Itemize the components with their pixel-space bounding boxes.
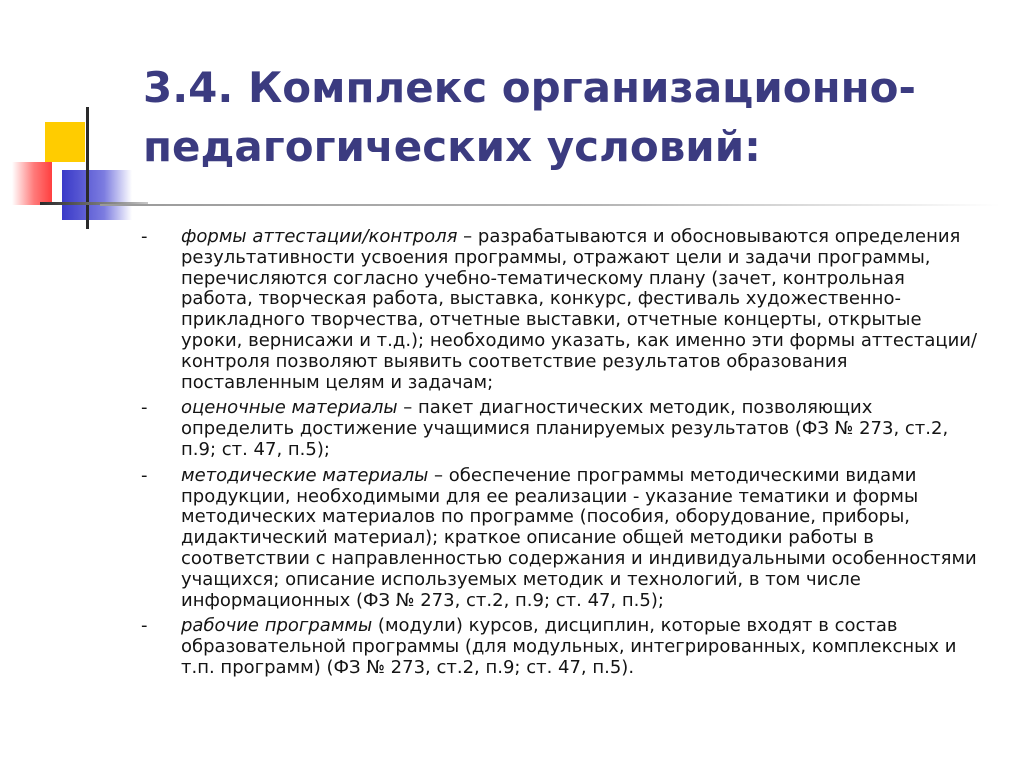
item-term: методические материалы [181,464,429,486]
list-dash: - [141,464,148,486]
item-text: – разрабатываются и обосновываются определения результативности усвоения программы, отражают цели и задачи программы, перечисляются согласно учебно-тематическому плану (зачет, контрольная работа, творческая работа, выставка, конкурс, фестиваль художественно-прикладного творчества, отчетные выставки, отчетные концерты, открытые уроки, вернисажи и т.д.); необходимо указать, как именно эти формы аттестации/контроля позволяют выявить соответствие результатов образования поставленным целям и задачам; [181,226,978,393]
title-underline [100,204,1000,206]
list-dash: - [141,397,148,419]
item-term: оценочные материалы [181,397,398,419]
item-term: рабочие программы [181,615,373,637]
blue-square [62,170,132,220]
item-term: формы аттестации/контроля [181,226,458,247]
item-text: – обеспечение программы методическими видами продукции, необходимыми для ее реализации - указание тематики и формы методических материалов по программе (пособия, оборудование, приборы, дидактический материал); краткое описание общей методики работы в соответствии с направленностью содержания и индивидуальными особенностями учащихся; описание используемых методик и технологий, в том числе информационных (ФЗ № 273, ст.2, п.9; ст. 47, п.5); [181,464,977,611]
yellow-square [45,122,85,162]
list-dash: - [141,226,148,247]
list-item-work-programs [141,616,979,678]
item-text: (модули) курсов, дисциплин, которые входят в состав образовательной программы (для модульных, интегрированных, комплексных и т.п. программ) (ФЗ № 273, ст.2, п.9; ст. 47, п.5). [181,615,957,678]
list-item-assessment-materials [141,398,979,460]
vertical-line [86,107,89,229]
item-text: – пакет диагностических методик, позволяющих определить достижение учащимися планируемых результатов (ФЗ № 273, ст.2, п.9; ст. 47, п.5); [181,397,949,460]
slide-content [141,227,979,684]
list-item-methodical-materials [141,466,979,612]
red-square [12,162,52,205]
list-item-attestation-forms [141,227,979,393]
slide-title: 3.4. Комплекс организационно-педагогических условий: [143,63,916,171]
list-dash: - [141,615,148,637]
